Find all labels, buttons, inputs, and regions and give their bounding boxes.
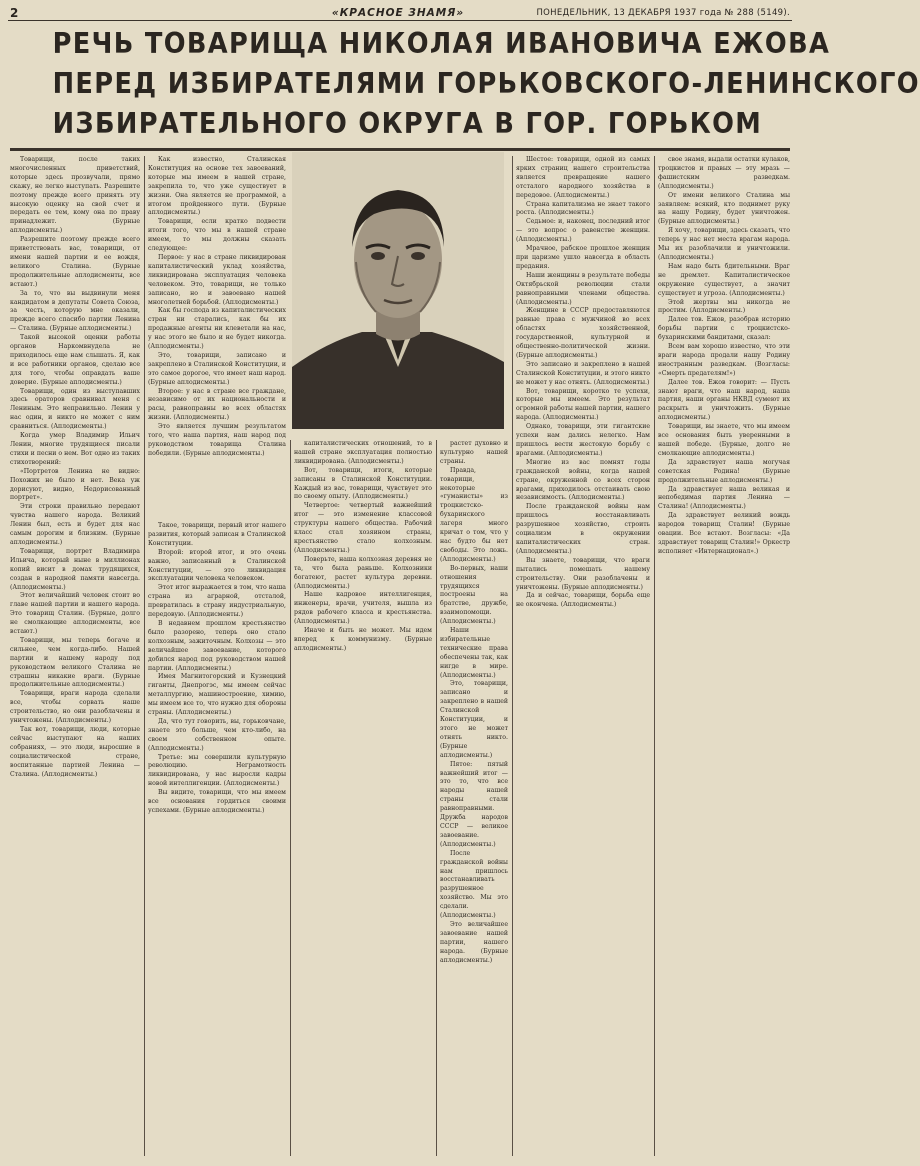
article-paragraph: Да здравствует великий вождь народов товарищ Сталин! (Бурные овации. Все встают. Возгласы: «Да здравствует товарищ Сталин!» Оркестр исполняет «Интернационал».) [658, 512, 790, 555]
article-paragraph: Четвертое: четвертый важнейший итог — это изменение классовой структуры нашего общества. Рабочий класс стал хозяином страны, крестьянство стало колхозным. (Аплодисменты.) [294, 502, 432, 554]
article-paragraph: Товарищи, портрет Владимира Ильича, который ныне в миллионах копий висит в домах трудящихся, создан в народной памяти навсегда. (Аплодисменты.) [10, 547, 140, 591]
newspaper-name: «КРАСНОЕ ЗНАМЯ» [331, 7, 465, 19]
article-paragraph: Правда, товарищи, некоторые «гуманисты» из троцкистско-бухаринского лагеря много кричат о том, что у нас будто бы нет свободы. Это ложь. (Аплодисменты.) [440, 466, 508, 563]
article-paragraph: Всем вам хорошо известно, что эти враги народа продали нашу Родину иностранным разведкам. (Возгласы: «Смерть предателям!») [658, 343, 790, 377]
portrait-image [292, 152, 504, 429]
headline-line-2: ПЕРЕД ИЗБИРАТЕЛЯМИ ГОРЬКОВСКОГО-ЛЕНИНСКОГО [52, 67, 920, 100]
article-column-5 [516, 156, 650, 1156]
column-divider [436, 440, 437, 1156]
article-paragraph: Мрачное, рабское прошлое женщин при царизме ушло навсегда в область предания. [516, 245, 650, 270]
article-column-1 [10, 156, 140, 1156]
article-paragraph: Это, товарищи, записано и закреплено в нашей Сталинской Конституции, и этого не может отнять никто. (Бурные аплодисменты.) [440, 680, 508, 759]
headline-line-1: РЕЧЬ ТОВАРИЩА НИКОЛАЯ ИВАНОВИЧА ЕЖОВА [52, 27, 831, 60]
article-paragraph: Вы знаете, товарищи, что враги пытались помешать нашему строительству. Они разоблачены и уничтожены. (Бурные аплодисменты.) [516, 556, 650, 591]
article-paragraph: От имени великого Сталина мы заявляем: всякий, кто поднимет руку на нашу Родину, будет уничтожен. (Бурные аплодисменты.) [658, 191, 790, 226]
article-paragraph: Седьмое: и, наконец, последний итог — это вопрос о равенстве женщин. (Аплодисменты.) [516, 218, 650, 244]
article-paragraph: Вот, товарищи, итоги, которые записаны в Сталинской Конституции. Каждый из вас, товарищи, чувствует это по своему опыту. (Аплодисменты.) [294, 466, 432, 501]
article-paragraph: Разрешите поэтому прежде всего приветствовать вас, товарищи, от имени нашей партии и ее вождя, великого Сталина. (Бурные продолжительные аплодисменты, все встают.) [10, 236, 140, 288]
page-number: 2 [10, 6, 19, 20]
article-paragraph: капиталистических отношений, то в нашей стране эксплуатация полностью ликвидирована. (Аплодисменты.) [294, 440, 432, 465]
article-paragraph: Во-первых, наши отношения трудящихся построены на братстве, дружбе, взаимопомощи. (Аплодисменты.) [440, 564, 508, 626]
column-divider [654, 156, 655, 1156]
article-paragraph: Далее тов. Ежов, разобрав историю борьбы партии с троцкистско-бухаринскими бандитами, сказал: [658, 316, 790, 342]
article-paragraph: Как бы господа из капиталистических стран ни старались, как бы их продажные агенты ни клеветали на нас, у нас этого не было и не будет никогда. (Аплодисменты.) [148, 307, 286, 351]
article-paragraph: Этот итог выражается в том, что наша страна из аграрной, отсталой, превратилась в страну индустриальную, передовую. (Аплодисменты.) [148, 584, 286, 619]
portrait-photo [292, 152, 504, 429]
article-column-6 [658, 156, 790, 1156]
article-paragraph: Однако, товарищи, эти гигантские успехи нам дались нелегко. Нам пришлось вести жестокую борьбу с врагами. (Аплодисменты.) [516, 423, 650, 457]
article-paragraph: Наши женщины в результате победы Октябрьской революции стали равноправными членами общества. (Аплодисменты.) [516, 271, 650, 306]
article-paragraph: Товарищи, враги народа сделали все, чтобы сорвать наше строительство, но они разоблачены и уничтожены. (Аплодисменты.) [10, 690, 140, 725]
article-paragraph: растет духовно и культурно нашей страны. [440, 440, 508, 465]
article-paragraph: Многие из вас помнят годы гражданской войны, когда нашей стране, окруженной со всех сторон врагами, приходилось отстаивать свою независимость. (Аплодисменты.) [516, 458, 650, 502]
article-paragraph: Да здравствует наша могучая советская Родина! (Бурные продолжительные аплодисменты.) [658, 458, 790, 484]
article-paragraph: Такое, товарищи, первый итог нашего развития, который записан в Сталинской Конституции. [148, 522, 286, 547]
article-paragraph: Когда умер Владимир Ильич Ленин, многие трудящиеся писали стихи и песни о нем. Вот одно из таких стихотворений: [10, 432, 140, 466]
article-paragraph: «Портретов Ленина не видно: Похожих не было и нет. Века уж дорисуют, видно, Недорисованный портрет». [10, 467, 140, 502]
article-paragraph: Я хочу, товарищи, здесь сказать, что теперь у нас нет места врагам народа. Мы их разоблачили и уничтожили. (Аплодисменты.) [658, 227, 790, 261]
article-paragraph: Первое: у нас в стране ликвидирован капиталистический уклад хозяйства, ликвидирована эксплуатация человека человеком. Это, товарищи, не только записано, но и завоевано нашей многолетней борьбой. (Аплодисменты.) [148, 253, 286, 306]
article-paragraph: Эти строки правильно передают чувства нашего народа. Великий Ленин был, есть и будет для нас самым дорогим и близким. (Бурные аплодисменты.) [10, 503, 140, 546]
article-paragraph: Шестое: товарищи, одной из самых ярких страниц нашего строительства является превращение нашего отсталого народного хозяйства в передовое. (Аплодисменты.) [516, 156, 650, 199]
article-paragraph: Третье: мы совершили культурную революцию. Неграмотность ликвидирована, у нас выросли кадры новой интеллигенции. (Аплодисменты.) [148, 753, 286, 788]
column-divider [290, 440, 291, 1156]
article-paragraph: Товарищи, если кратко подвести итоги того, что мы в нашей стране имеем, то мы должны сказать следующее: [148, 218, 286, 253]
article-paragraph: Нам надо быть бдительными. Враг не дремлет. Капиталистическое окружение существует, а значит существует и угроза. (Аплодисменты.) [658, 262, 790, 297]
column-divider [512, 156, 513, 1156]
article-paragraph: Наше кадровое интеллигенция, инженеры, врачи, учителя, вышла из рядов рабочего класса и крестьянства. (Аплодисменты.) [294, 591, 432, 626]
article-paragraph: Да здравствует наша великая и непобедимая партия Ленина — Сталина! (Аплодисменты.) [658, 485, 790, 511]
issue-date-line: ПОНЕДЕЛЬНИК, 13 ДЕКАБРЯ 1937 года № 288 (5149). [536, 8, 790, 18]
headline-line-3: ИЗБИРАТЕЛЬНОГО ОКРУГА В ГОР. ГОРЬКОМ [52, 107, 763, 140]
article-paragraph: Товарищи, после таких многочисленных приветствий, которые здесь прозвучали, прямо скажу, не легко выступать. Разрешите поэтому прежде всего принять эту высокую оценку на свой счет и передать ее тем, кому она по праву принадлежит. (Бурные аплодисменты.) [10, 156, 140, 235]
article-paragraph: Да и сейчас, товарищи, борьба еще не окончена. (Аплодисменты.) [516, 592, 650, 609]
article-paragraph: После гражданской войны нам пришлось восстанавливать разрушенное хозяйство. Мы это сделали. (Аплодисменты.) [440, 849, 508, 920]
article-paragraph: Вот, товарищи, коротко те успехи, которые мы имеем. Это результат огромной работы нашей партии, нашего народа. (Аплодисменты.) [516, 387, 650, 422]
article-paragraph: свое знамя, выдали остатки кулаков, троцкистов и правых — эту мразь — фашистским разведкам. (Аплодисменты.) [658, 156, 790, 190]
article-paragraph: Так вот, товарищи, люди, которые сейчас выступают на наших собраниях, — это люди, выросшие в социалистической стране, воспитанные партией Ленина — Сталина. (Аплодисменты.) [10, 726, 140, 778]
article-paragraph: Это, товарищи, записано и закреплено в Сталинской Конституции, и это самое дорогое, что имеет наш народ. (Бурные аплодисменты.) [148, 351, 286, 386]
article-column-2-bottom [148, 522, 286, 1156]
article-paragraph: Это является лучшим результатом того, что наша партия, наш народ под руководством товарища Сталина победили. (Бурные аплодисменты.) [148, 423, 286, 457]
article-paragraph: Наши избирательные технические права обеспечены так, как нигде в мире. (Аплодисменты.) [440, 627, 508, 679]
headline [52, 24, 920, 144]
article-paragraph: Вы видите, товарищи, что мы имеем все основания гордиться своими успехами. (Бурные аплодисменты.) [148, 789, 286, 814]
article-paragraph: Имея Магнитогорский и Кузнецкий гиганты, Днепрогэс, мы имеем сейчас металлургию, машиностроение, химию, мы имеем все то, что нужно для обороны страны. (Аплодисменты.) [148, 673, 286, 717]
article-paragraph: Товарищи, мы теперь богаче и сильнее, чем когда-либо. Нашей партии и нашему народу под руководством великого Сталина не страшны никакие враги. (Бурные продолжительные аплодисменты.) [10, 636, 140, 689]
article-column-3 [294, 440, 432, 1156]
article-paragraph: Страна капитализма не знает такого роста. (Аплодисменты.) [516, 200, 650, 217]
article-paragraph: Это величайшее завоевание нашей партии, нашего народа. (Бурные аплодисменты.) [440, 920, 508, 964]
article-paragraph: За то, что вы выдвинули меня кандидатом в депутаты Совета Союза, за честь, которую мне оказали, прежде всего спасибо партии Ленина — Сталина. (Бурные аплодисменты.) [10, 289, 140, 333]
article-column-2-top [148, 156, 286, 518]
article-paragraph: Такой высокой оценки работы органов Наркомвнудела не приходилось еще нам слышать. Я, как и все работники органов, сделаю все для того, чтобы оправдать ваше доверие. (Бурные аплодисменты.) [10, 334, 140, 386]
column-divider [144, 156, 145, 1156]
article-paragraph: Товарищи, вы знаете, что мы имеем все основания быть уверенными в нашей победе. (Бурные, долго не смолкающие аплодисменты.) [658, 423, 790, 457]
article-paragraph: Этот величайший человек стоит во главе нашей партии и нашего народа. Это товарищ Сталин. (Бурные, долго не смолкающие аплодисменты, все встают.) [10, 592, 140, 636]
article-paragraph: Поверьте, наша колхозная деревня не та, что была раньше. Колхозники богатеют, растет культура деревни. (Аплодисменты.) [294, 555, 432, 590]
article-paragraph: Это записано и закреплено в нашей Сталинской Конституции, и этого никто не может у нас отнять. (Аплодисменты.) [516, 360, 650, 386]
article-paragraph: Как известно, Сталинская Конституция на основе тех завоеваний, которые мы имеем в нашей стране, закрепила то, что уже существует в жизни. Она является не программой, а итогом пройденного пути. (Бурные аплодисменты.) [148, 156, 286, 217]
article-paragraph: Да, что тут говорить, вы, горьковчане, знаете это больше, чем кто-либо, на своем собственном опыте. (Аплодисменты.) [148, 717, 286, 752]
article-paragraph: Женщине в СССР предоставляются равные права с мужчиной во всех областях хозяйственной, государственной, культурной и общественно-политической жизни. (Бурные аплодисменты.) [516, 307, 650, 359]
article-paragraph: Этой жертвы мы никогда не простим. (Аплодисменты.) [658, 298, 790, 315]
article-paragraph: Иначе и быть не может. Мы идем вперед к коммунизму. (Бурные аплодисменты.) [294, 627, 432, 652]
masthead [8, 6, 792, 21]
article-paragraph: Второе: у нас в стране все граждане, независимо от их национальности и расы, равноправны во всех областях жизни. (Аплодисменты.) [148, 387, 286, 422]
article-paragraph: Второй: второй итог, и это очень важно, записанный в Сталинской Конституции, — это ликвидация эксплуатации человека человеком. [148, 548, 286, 583]
article-paragraph: После гражданской войны нам пришлось восстанавливать разрушенное хозяйство, строить социализм в окружении капиталистических стран. (Аплодисменты.) [516, 503, 650, 555]
headline-rule [10, 148, 790, 151]
article-paragraph: В недавнем прошлом крестьянство было разорено, теперь оно стало колхозным, зажиточным. Колхозы — это величайшее завоевание, которого добился народ под руководством нашей партии. (Аплодисменты.) [148, 619, 286, 672]
article-paragraph: Товарищи, один из выступавших здесь ораторов сравнивал меня с Лениным. Это неправильно. Ленин у нас один, и никто не может с ним сравниться. (Аплодисменты.) [10, 387, 140, 431]
article-column-4 [440, 440, 508, 1156]
article-paragraph: Пятое: пятый важнейший итог — это то, что все народы нашей страны стали равноправными. Дружба народов СССР — великое завоевание. (Аплодисменты.) [440, 760, 508, 848]
article-paragraph: Далее тов. Ежов говорит: — Пусть знают враги, что наш народ, наша партия, наши органы НКВД сумеют их раскрыть и уничтожить. (Бурные аплодисменты.) [658, 378, 790, 422]
